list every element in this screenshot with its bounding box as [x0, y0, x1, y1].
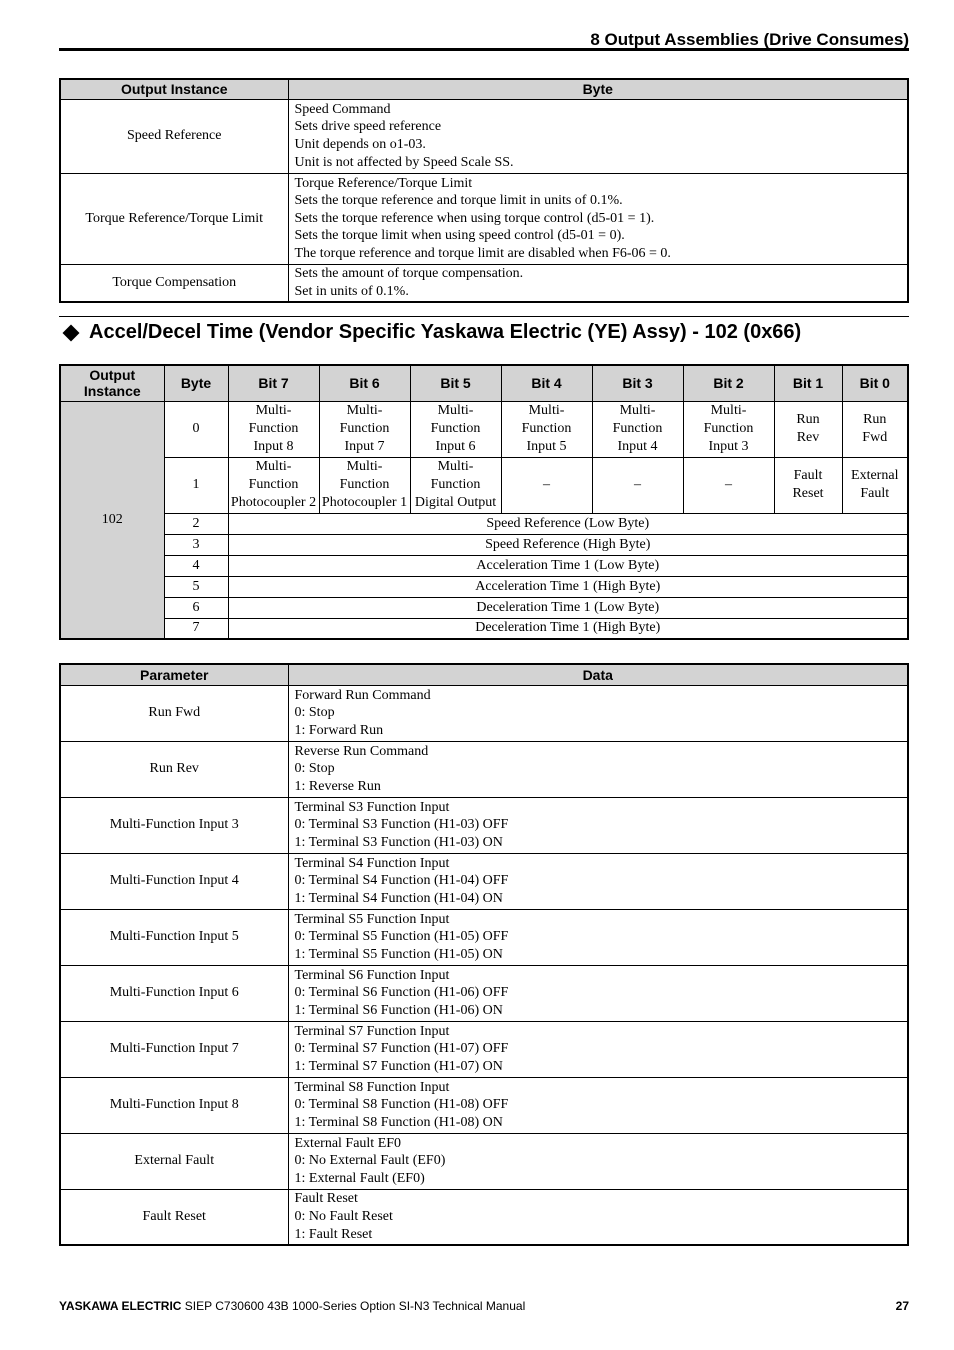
column-header: Bit 4	[501, 365, 592, 401]
column-header: Bit 1	[774, 365, 842, 401]
bit-cell: –	[683, 457, 774, 513]
bit-cell: External Fault	[842, 457, 908, 513]
description-line: Unit is not affected by Speed Scale SS.	[294, 154, 514, 170]
table-row	[60, 597, 908, 618]
column-header: Bit 0	[842, 365, 908, 401]
byte-description: Speed Reference (Low Byte)	[228, 513, 908, 534]
page-number: 27	[895, 1299, 909, 1313]
bit-cell: Multi- Function Input 5	[501, 401, 592, 457]
output-instance-table	[59, 78, 909, 303]
parameter-data: Terminal S8 Function Input 0: Terminal S8 Function (H1-08) OFF 1: Terminal S8 Function (H1-08) ON	[288, 1077, 908, 1133]
parameter-data: Fault Reset 0: No Fault Reset 1: Fault Reset	[288, 1189, 908, 1245]
table-row	[60, 741, 908, 797]
table-row	[60, 1021, 908, 1077]
diamond-bullet-icon	[63, 324, 80, 341]
parameter-data: Forward Run Command 0: Stop 1: Forward Run	[288, 685, 908, 741]
table-row	[60, 618, 908, 639]
instance-cell: 102	[60, 401, 164, 639]
section-heading	[59, 316, 909, 344]
byte-description: Acceleration Time 1 (High Byte)	[228, 576, 908, 597]
description-line: Torque Reference/Torque Limit	[294, 175, 473, 191]
parameter-name: Multi-Function Input 8	[60, 1077, 288, 1133]
table-row	[60, 555, 908, 576]
column-header-output-instance: Output Instance	[60, 79, 288, 99]
footer-brand: YASKAWA ELECTRIC	[59, 1299, 182, 1313]
bit-cell: Multi- Function Input 4	[592, 401, 683, 457]
byte-cell: 4	[164, 555, 228, 576]
parameter-name: Multi-Function Input 3	[60, 797, 288, 853]
table-row	[60, 173, 908, 264]
table-row	[60, 264, 908, 302]
table-row	[60, 853, 908, 909]
column-header: Bit 5	[410, 365, 501, 401]
byte-cell: 6	[164, 597, 228, 618]
row-description	[288, 173, 908, 264]
table-row	[60, 909, 908, 965]
table-row	[60, 965, 908, 1021]
parameter-name: External Fault	[60, 1133, 288, 1189]
chapter-title: 8 Output Assemblies (Drive Consumes)	[590, 30, 909, 49]
byte-cell: 2	[164, 513, 228, 534]
parameter-data: Terminal S5 Function Input 0: Terminal S5 Function (H1-05) OFF 1: Terminal S5 Function (H1-05) ON	[288, 909, 908, 965]
description-line: Speed Command	[294, 101, 391, 117]
table-row	[60, 1077, 908, 1133]
byte-description: Deceleration Time 1 (High Byte)	[228, 618, 908, 639]
bit-cell: Multi- Function Input 6	[410, 401, 501, 457]
bit-cell: Run Rev	[774, 401, 842, 457]
parameter-name: Fault Reset	[60, 1189, 288, 1245]
parameter-data: Terminal S6 Function Input 0: Terminal S6 Function (H1-06) OFF 1: Terminal S6 Function (H1-06) ON	[288, 965, 908, 1021]
bit-cell: Multi- Function Photocoupler 1	[319, 457, 410, 513]
byte-cell: 7	[164, 618, 228, 639]
column-header: Byte	[164, 365, 228, 401]
table-row	[60, 401, 908, 457]
parameter-data: Terminal S3 Function Input 0: Terminal S3 Function (H1-03) OFF 1: Terminal S3 Function (H1-03) ON	[288, 797, 908, 853]
table-row	[60, 513, 908, 534]
description-line: Sets the torque reference and torque limit in units of 0.1%.	[294, 193, 623, 209]
table-row	[60, 99, 908, 173]
row-description	[288, 99, 908, 173]
parameter-name: Run Rev	[60, 741, 288, 797]
parameter-name: Multi-Function Input 4	[60, 853, 288, 909]
parameter-data: Terminal S4 Function Input 0: Terminal S4 Function (H1-04) OFF 1: Terminal S4 Function (H1-04) ON	[288, 853, 908, 909]
row-label: Torque Compensation	[60, 264, 288, 302]
column-header-parameter: Parameter	[60, 664, 288, 685]
bit-cell: Multi- Function Input 7	[319, 401, 410, 457]
parameter-name: Run Fwd	[60, 685, 288, 741]
row-description	[288, 264, 908, 302]
description-line: Set in units of 0.1%.	[294, 283, 409, 299]
column-header: Bit 7	[228, 365, 319, 401]
table-row	[60, 1189, 908, 1245]
description-line: Sets the amount of torque compensation.	[294, 266, 524, 282]
description-line: The torque reference and torque limit are disabled when F6-06 = 0.	[294, 245, 671, 261]
page-footer	[59, 1299, 909, 1313]
byte-cell: 3	[164, 534, 228, 555]
parameter-name: Multi-Function Input 5	[60, 909, 288, 965]
row-label: Speed Reference	[60, 99, 288, 173]
byte-cell: 5	[164, 576, 228, 597]
column-header: Output Instance	[60, 365, 164, 401]
bit-cell: Multi- Function Photocoupler 2	[228, 457, 319, 513]
byte-description: Deceleration Time 1 (Low Byte)	[228, 597, 908, 618]
column-header: Bit 6	[319, 365, 410, 401]
bit-cell: –	[592, 457, 683, 513]
byte-cell: 1	[164, 457, 228, 513]
byte-description: Speed Reference (High Byte)	[228, 534, 908, 555]
table-row	[60, 1133, 908, 1189]
bit-cell: Fault Reset	[774, 457, 842, 513]
column-header-byte: Byte	[288, 79, 908, 99]
table-row	[60, 576, 908, 597]
table-row	[60, 685, 908, 741]
parameter-data: Reverse Run Command 0: Stop 1: Reverse Run	[288, 741, 908, 797]
byte-cell: 0	[164, 401, 228, 457]
bit-cell: Multi- Function Input 3	[683, 401, 774, 457]
section-title: Accel/Decel Time (Vendor Specific Yaskawa Electric (YE) Assy) - 102 (0x66)	[89, 321, 802, 343]
parameter-name: Multi-Function Input 6	[60, 965, 288, 1021]
table-row	[60, 457, 908, 513]
byte-description: Acceleration Time 1 (Low Byte)	[228, 555, 908, 576]
parameter-name: Multi-Function Input 7	[60, 1021, 288, 1077]
description-line: Unit depends on o1-03.	[294, 137, 426, 152]
column-header: Bit 2	[683, 365, 774, 401]
row-label: Torque Reference/Torque Limit	[60, 173, 288, 264]
page-header	[59, 28, 909, 51]
table-row	[60, 534, 908, 555]
description-line: Sets the torque reference when using torque control (d5-01 = 1).	[294, 210, 655, 226]
parameter-table	[59, 663, 909, 1246]
table-row	[60, 797, 908, 853]
bit-cell: Multi- Function Input 8	[228, 401, 319, 457]
bit-cell: Run Fwd	[842, 401, 908, 457]
column-header: Bit 3	[592, 365, 683, 401]
bit-map-table	[59, 364, 909, 640]
bit-cell: –	[501, 457, 592, 513]
parameter-data: Terminal S7 Function Input 0: Terminal S7 Function (H1-07) OFF 1: Terminal S7 Function (H1-07) ON	[288, 1021, 908, 1077]
description-line: Sets the torque limit when using speed control (d5-01 = 0).	[294, 228, 625, 244]
footer-document-title: SIEP C730600 43B 1000-Series Option SI-N3 Technical Manual	[181, 1299, 526, 1313]
column-header-data: Data	[288, 664, 908, 685]
bit-cell: Multi- Function Digital Output	[410, 457, 501, 513]
parameter-data: External Fault EF0 0: No External Fault (EF0) 1: External Fault (EF0)	[288, 1133, 908, 1189]
description-line: Sets drive speed reference	[294, 119, 442, 135]
